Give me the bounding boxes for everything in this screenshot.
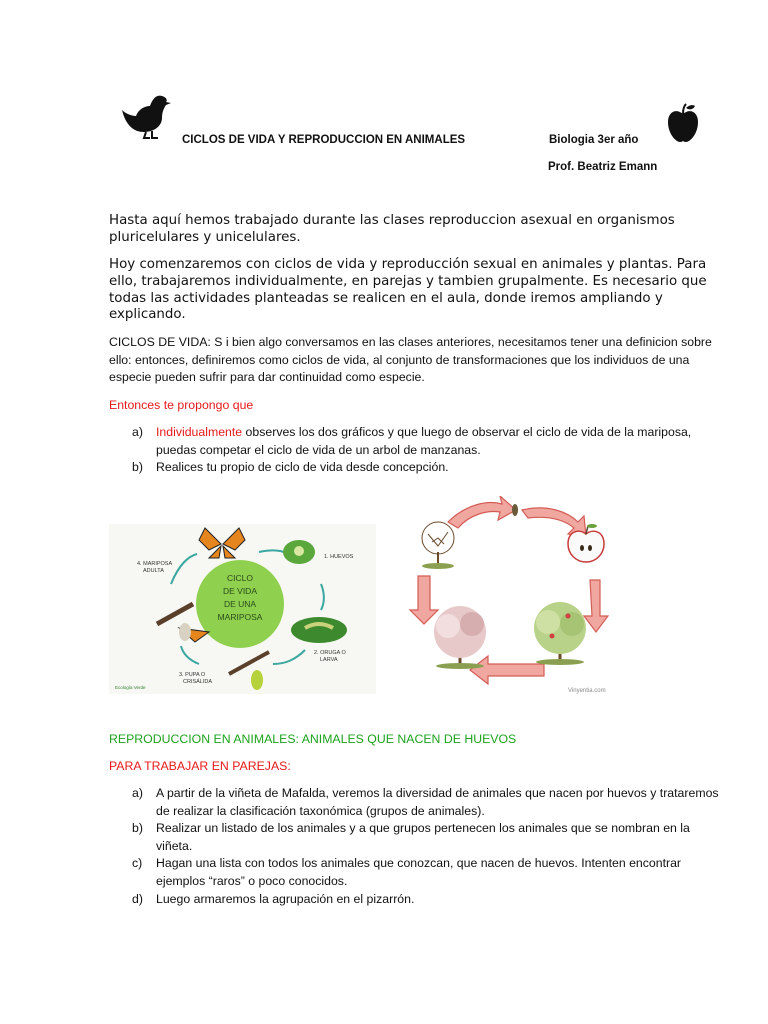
proposal-heading: Entonces te propongo que: [109, 398, 254, 412]
apple-tree-life-cycle-figure: [408, 496, 624, 696]
list-item: a) A partir de la viñeta de Mafalda, veremos la diversidad de animales que nacen por huevos y trataremos de realizar la clasificación taxonómica (grupos de animales).: [132, 786, 719, 818]
apple-icon: [666, 102, 700, 144]
figure-credit: Ecología Verde: [115, 685, 146, 690]
butterfly-life-cycle-figure: [109, 524, 376, 694]
stage-label: ADULTA: [143, 568, 164, 574]
intro-paragraph-1: Hasta aquí hemos trabajado durante las clases reproduccion asexual en organismos pluricelulares y unicelulares.: [109, 213, 675, 245]
pairs-heading: PARA TRABAJAR EN PAREJAS:: [109, 759, 291, 773]
intro-paragraph-2: Hoy comenzaremos con ciclos de vida y reproducción sexual en animales y plantas. Para ello, trabajaremos individualmente, en parejas y tambien grupalmente. Es necesario que todas las actividades planteadas se realicen en el aula, donde iremos ampliando y explicando.: [109, 257, 707, 323]
subject-label: Biologia 3er año: [549, 134, 639, 146]
animals-section-heading: REPRODUCCION EN ANIMALES: ANIMALES QUE NACEN DE HUEVOS: [109, 732, 517, 746]
cycle-arrow: [410, 496, 608, 684]
stage-label: 4. MARIPOSA: [137, 561, 173, 567]
list-item: b) Realizar un listado de los animales y a que grupos pertenecen los animales que se nombran en la viñeta.: [132, 821, 690, 853]
center-label: CICLO: [227, 573, 253, 583]
list-item: b) Realices tu propio de ciclo de vida desde concepción.: [132, 460, 449, 475]
stage-label: 1. HUEVOS: [324, 554, 354, 560]
list-item: c) Hagan una lista con todos los animales que conozcan, que nacen de huevos. Intenten encontrar ejemplos “raros” o poco conocidos.: [132, 856, 682, 888]
seed-icon: [512, 504, 518, 516]
chrysalis-icon: [251, 670, 263, 690]
document-title: CICLOS DE VIDA Y REPRODUCCION EN ANIMALES: [182, 134, 466, 146]
duck-icon: [116, 92, 174, 140]
center-label: DE VIDA: [222, 586, 258, 596]
pairs-activity-list: [109, 785, 721, 908]
stage-label: LARVA: [320, 657, 338, 663]
figure-credit: Vinyentia.com: [568, 688, 606, 694]
center-label: DE UNA: [223, 599, 257, 609]
stage-label: 2. ORUGA O: [314, 650, 346, 656]
list-item: d) Luego armaremos la agrupación en el pizarrón.: [132, 891, 415, 906]
center-label: MARIPOSA: [217, 612, 263, 622]
list-item: a) Individualmente observes los dos gráficos y que luego de observar el ciclo de vida de la mariposa, puedas competar el ciclo de vida de un arbol de manzanas.: [132, 425, 692, 457]
young-tree-icon: [422, 522, 454, 569]
caterpillar-leaf-icon: [291, 617, 347, 643]
blossom-tree-icon: [434, 606, 486, 669]
proposal-list: [109, 424, 721, 477]
stage-label: CRISÁLIDA: [183, 679, 213, 685]
stage-label: 3. PUPA O: [179, 672, 206, 678]
fruit-tree-icon: [534, 602, 586, 665]
life-cycle-definition: CICLOS DE VIDA: S i bien algo conversamos en las clases anteriores, necesitamos tener una definicion sobre ello: entonces, definiremos como ciclos de vida, al conjunto de transformaciones que los individuos de una especie pueden sufrir para dar continuidad como especie.: [109, 335, 712, 385]
teacher-name: Prof. Beatriz Emann: [548, 161, 658, 173]
